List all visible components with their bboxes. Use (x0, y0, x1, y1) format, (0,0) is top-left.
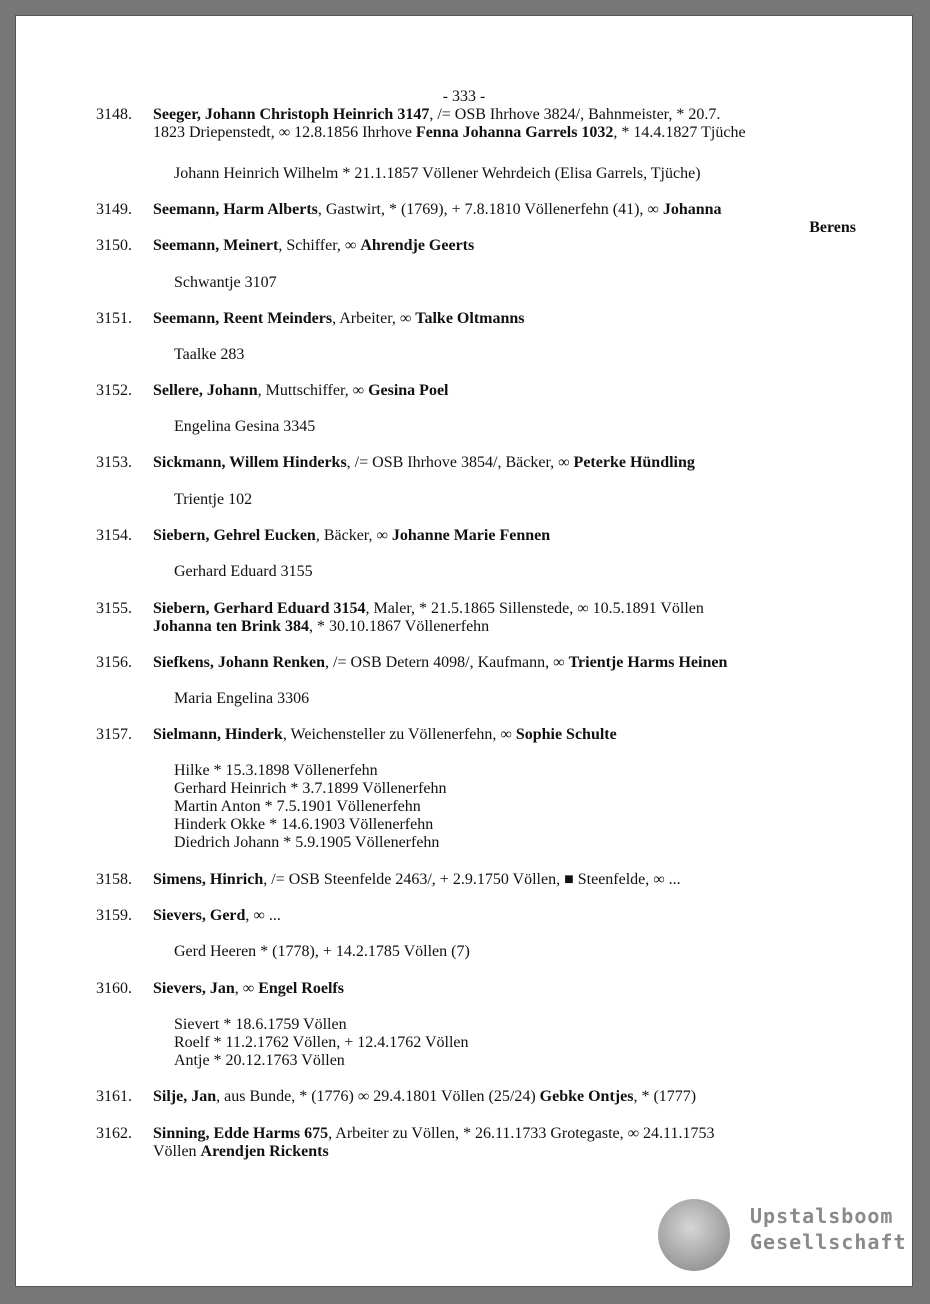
entry-text: Sinning, Edde Harms 675, Arbeiter zu Völlen, * 26.11.1733 Grotegaste, ∞ 24.11.1753 Völlen Arendjen Rickents (153, 1125, 715, 1160)
entry-text: Sievers, Gerd, ∞ ... (153, 907, 281, 924)
page-content (16, 16, 912, 1286)
entry-number: 3152. (96, 382, 132, 399)
children-list: Trientje 102 (174, 491, 253, 508)
entry-text: Seeger, Johann Christoph Heinrich 3147, /= OSB Ihrhove 3824/, Bahnmeister, * 20.7. 1823 Driepenstedt, ∞ 12.8.1856 Ihrhove Fenna Johanna Garrels 1032, * 14.4.1827 Tjüche (153, 106, 746, 141)
entry-number: 3158. (96, 871, 132, 888)
entry-number: 3159. (96, 907, 132, 924)
entry-number: 3161. (96, 1088, 132, 1105)
list-item: Martin Anton * 7.5.1901 Völlenerfehn (174, 798, 421, 815)
entry-text: Simens, Hinrich, /= OSB Steenfelde 2463/, + 2.9.1750 Völlen, ■ Steenfelde, ∞ ... (153, 871, 681, 888)
list-item: Antje * 20.12.1763 Völlen (174, 1052, 345, 1069)
entry-3157 (96, 726, 856, 744)
entry-text: Seemann, Reent Meinders, Arbeiter, ∞ Talke Oltmanns (153, 310, 525, 327)
entry-3150 (96, 237, 856, 255)
entry-text: Sellere, Johann, Muttschiffer, ∞ Gesina Poel (153, 382, 449, 399)
children-list: Gerhard Eduard 3155 (174, 563, 313, 580)
entry-number: 3162. (96, 1125, 132, 1142)
document-page (16, 16, 912, 1286)
logo-text (750, 1203, 907, 1255)
entry-3159 (96, 907, 856, 925)
entry-number: 3150. (96, 237, 132, 254)
logo-line-1: Upstalsboom (750, 1204, 894, 1228)
list-item: Gerhard Heinrich * 3.7.1899 Völlenerfehn (174, 780, 447, 797)
entry-number: 3153. (96, 454, 132, 471)
entry-continuation: Berens (809, 219, 856, 236)
list-item: Hinderk Okke * 14.6.1903 Völlenerfehn (174, 816, 434, 833)
children-list (174, 1016, 469, 1070)
entry-number: 3154. (96, 527, 132, 544)
entry-text: Siebern, Gehrel Eucken, Bäcker, ∞ Johanne Marie Fennen (153, 527, 551, 544)
children-list: Gerd Heeren * (1778), + 14.2.1785 Völlen (7) (174, 943, 470, 960)
list-item: Diedrich Johann * 5.9.1905 Völlenerfehn (174, 834, 440, 851)
children-list: Taalke 283 (174, 346, 245, 363)
entry-number: 3156. (96, 654, 132, 671)
entry-text: Sielmann, Hinderk, Weichensteller zu Völlenerfehn, ∞ Sophie Schulte (153, 726, 617, 743)
entry-3158 (96, 871, 856, 889)
list-item: Hilke * 15.3.1898 Völlenerfehn (174, 762, 378, 779)
entry-text: Seemann, Meinert, Schiffer, ∞ Ahrendje Geerts (153, 237, 475, 254)
entry-number: 3149. (96, 201, 132, 218)
entry-number: 3157. (96, 726, 132, 743)
entry-3161 (96, 1088, 856, 1106)
entry-text: Seemann, Harm Alberts, Gastwirt, * (1769), + 7.8.1810 Völlenerfehn (41), ∞ Johanna (153, 201, 722, 218)
entry-text: Sickmann, Willem Hinderks, /= OSB Ihrhove 3854/, Bäcker, ∞ Peterke Hündling (153, 454, 695, 471)
entry-3149 (96, 201, 856, 219)
entry-text: Sievers, Jan, ∞ Engel Roelfs (153, 980, 344, 997)
entry-3153 (96, 454, 856, 472)
page-number: - 333 - (442, 88, 486, 105)
children-list: Engelina Gesina 3345 (174, 418, 316, 435)
entry-text: Siefkens, Johann Renken, /= OSB Detern 4098/, Kaufmann, ∞ Trientje Harms Heinen (153, 654, 728, 671)
entry-3151 (96, 310, 856, 328)
entry-number: 3160. (96, 980, 132, 997)
entry-3160 (96, 980, 856, 998)
entry-3152 (96, 382, 856, 400)
list-item: Sievert * 18.6.1759 Völlen (174, 1016, 347, 1033)
society-logo (658, 1199, 907, 1281)
entry-3155 (96, 600, 856, 636)
entry-text: Siebern, Gerhard Eduard 3154, Maler, * 21.5.1865 Sillenstede, ∞ 10.5.1891 Völlen Johanna ten Brink 384, * 30.10.1867 Völlenerfehn (153, 600, 704, 635)
seal-icon (658, 1199, 730, 1271)
children-list: Maria Engelina 3306 (174, 690, 310, 707)
entry-3162 (96, 1125, 856, 1161)
entry-3148 (96, 106, 856, 142)
children-list: Johann Heinrich Wilhelm * 21.1.1857 Völlener Wehrdeich (Elisa Garrels, Tjüche) (174, 165, 701, 182)
list-item: Roelf * 11.2.1762 Völlen, + 12.4.1762 Völlen (174, 1034, 469, 1051)
entry-number: 3148. (96, 106, 132, 123)
children-list: Schwantje 3107 (174, 274, 277, 291)
logo-line-2: Gesellschaft (750, 1230, 907, 1254)
entry-text: Silje, Jan, aus Bunde, * (1776) ∞ 29.4.1801 Völlen (25/24) Gebke Ontjes, * (1777) (153, 1088, 697, 1105)
entry-number: 3155. (96, 600, 132, 617)
entry-3156 (96, 654, 856, 672)
children-list (174, 762, 447, 852)
entry-number: 3151. (96, 310, 132, 327)
entry-3154 (96, 527, 856, 545)
